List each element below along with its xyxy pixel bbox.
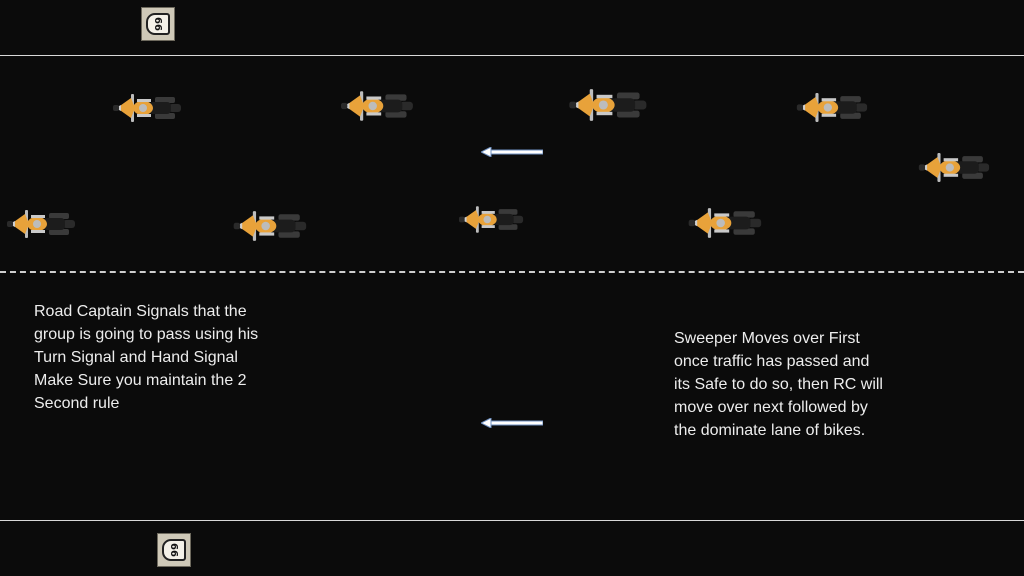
left-arrow-icon [481,418,543,428]
road-edge-line-bottom [0,520,1024,521]
route-shield-number: 66 [162,539,186,561]
motorcycle-icon [341,90,415,122]
left-arrow-icon [481,147,543,157]
motorcycle-icon [113,93,183,123]
motorcycle-icon [233,210,309,242]
road-edge-line-top [0,55,1024,56]
route-66-shield-icon [141,7,175,41]
road-captain-caption: Road Captain Signals that the group is going to pass using his Turn Signal and Hand Signal Make Sure you maintain the 2 Second rule [34,303,259,412]
motorcycle-icon [688,207,764,239]
sweeper-caption: Sweeper Moves over First once traffic has passed and its Safe to do so, then RC will move over next followed by the dominate lane of bikes. [674,330,883,439]
route-66-shield-icon [157,533,191,567]
motorcycle-icon [7,209,77,239]
motorcycle-icon [796,92,870,123]
motorcycle-icon [568,88,650,122]
route-shield-number: 66 [146,13,170,35]
lane-divider-dashed-line [0,271,1024,273]
motorcycle-icon [459,205,525,234]
motorcycle-icon [918,152,992,183]
